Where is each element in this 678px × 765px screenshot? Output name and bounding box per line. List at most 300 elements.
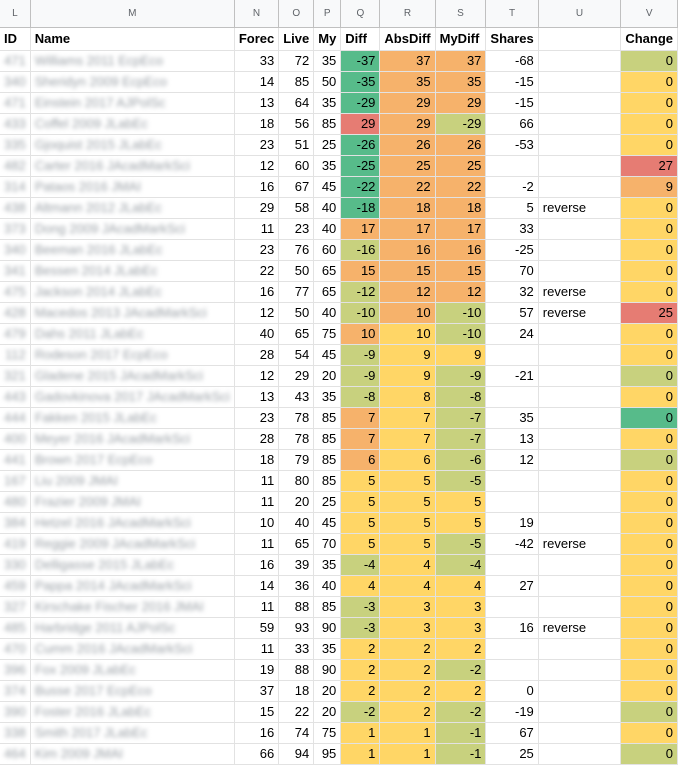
cell-forecast[interactable]: 12: [234, 156, 278, 177]
cell-note[interactable]: [538, 219, 621, 240]
cell-absdiff[interactable]: 5: [380, 534, 435, 555]
cell-live[interactable]: 65: [279, 534, 314, 555]
cell-change[interactable]: 0: [621, 471, 678, 492]
cell-mydiff[interactable]: 17: [435, 219, 486, 240]
cell-diff[interactable]: 17: [341, 219, 380, 240]
cell-absdiff[interactable]: 26: [380, 135, 435, 156]
cell-my[interactable]: 35: [314, 156, 341, 177]
cell-name[interactable]: Smith 2017 JLabEc: [30, 723, 234, 744]
cell-mydiff[interactable]: 2: [435, 681, 486, 702]
cell-note[interactable]: reverse: [538, 618, 621, 639]
cell-my[interactable]: 20: [314, 681, 341, 702]
cell-forecast[interactable]: 11: [234, 597, 278, 618]
cell-change[interactable]: 0: [621, 219, 678, 240]
cell-name[interactable]: Bessen 2014 JLabEc: [30, 261, 234, 282]
cell-mydiff[interactable]: 5: [435, 513, 486, 534]
cell-mydiff[interactable]: -9: [435, 366, 486, 387]
cell-shares[interactable]: -15: [486, 93, 538, 114]
header-diff[interactable]: Diff: [341, 28, 380, 51]
cell-forecast[interactable]: 19: [234, 660, 278, 681]
cell-name[interactable]: Pataos 2016 JMAI: [30, 177, 234, 198]
cell-absdiff[interactable]: 10: [380, 303, 435, 324]
cell-my[interactable]: 20: [314, 702, 341, 723]
cell-mydiff[interactable]: -2: [435, 660, 486, 681]
cell-forecast[interactable]: 23: [234, 135, 278, 156]
cell-name[interactable]: Macedos 2013 JAcadMarkSci: [30, 303, 234, 324]
cell-shares[interactable]: -15: [486, 72, 538, 93]
cell-forecast[interactable]: 14: [234, 576, 278, 597]
cell-note[interactable]: [538, 513, 621, 534]
cell-my[interactable]: 90: [314, 618, 341, 639]
cell-shares[interactable]: 70: [486, 261, 538, 282]
cell-forecast[interactable]: 22: [234, 261, 278, 282]
cell-live[interactable]: 33: [279, 639, 314, 660]
cell-change[interactable]: 0: [621, 324, 678, 345]
header-my[interactable]: My: [314, 28, 341, 51]
cell-absdiff[interactable]: 6: [380, 450, 435, 471]
cell-forecast[interactable]: 12: [234, 303, 278, 324]
cell-diff[interactable]: -22: [341, 177, 380, 198]
cell-mydiff[interactable]: 3: [435, 597, 486, 618]
cell-id[interactable]: 374: [0, 681, 30, 702]
cell-live[interactable]: 18: [279, 681, 314, 702]
cell-note[interactable]: [538, 135, 621, 156]
cell-live[interactable]: 29: [279, 366, 314, 387]
cell-forecast[interactable]: 11: [234, 471, 278, 492]
header-note[interactable]: [538, 28, 621, 51]
cell-shares[interactable]: 24: [486, 324, 538, 345]
cell-change[interactable]: 0: [621, 597, 678, 618]
cell-change[interactable]: 0: [621, 429, 678, 450]
cell-change[interactable]: 0: [621, 408, 678, 429]
cell-forecast[interactable]: 16: [234, 555, 278, 576]
cell-id[interactable]: 471: [0, 93, 30, 114]
cell-my[interactable]: 45: [314, 513, 341, 534]
cell-diff[interactable]: -35: [341, 72, 380, 93]
cell-absdiff[interactable]: 12: [380, 282, 435, 303]
cell-shares[interactable]: [486, 387, 538, 408]
cell-id[interactable]: 321: [0, 366, 30, 387]
cell-note[interactable]: [538, 639, 621, 660]
cell-shares[interactable]: 19: [486, 513, 538, 534]
column-header-q[interactable]: Q: [341, 0, 380, 28]
cell-mydiff[interactable]: -10: [435, 303, 486, 324]
cell-change[interactable]: 0: [621, 366, 678, 387]
cell-absdiff[interactable]: 1: [380, 744, 435, 765]
cell-id[interactable]: 314: [0, 177, 30, 198]
cell-absdiff[interactable]: 2: [380, 681, 435, 702]
cell-absdiff[interactable]: 5: [380, 471, 435, 492]
cell-live[interactable]: 93: [279, 618, 314, 639]
cell-name[interactable]: Foster 2016 JLabEc: [30, 702, 234, 723]
cell-mydiff[interactable]: 3: [435, 618, 486, 639]
cell-shares[interactable]: -21: [486, 366, 538, 387]
cell-mydiff[interactable]: 16: [435, 240, 486, 261]
cell-forecast[interactable]: 28: [234, 345, 278, 366]
cell-diff[interactable]: 5: [341, 534, 380, 555]
cell-shares[interactable]: [486, 597, 538, 618]
cell-live[interactable]: 78: [279, 408, 314, 429]
cell-id[interactable]: 428: [0, 303, 30, 324]
cell-name[interactable]: Gladene 2015 JAcadMarkSci: [30, 366, 234, 387]
cell-shares[interactable]: 16: [486, 618, 538, 639]
cell-diff[interactable]: -10: [341, 303, 380, 324]
cell-absdiff[interactable]: 16: [380, 240, 435, 261]
cell-id[interactable]: 471: [0, 51, 30, 72]
cell-live[interactable]: 94: [279, 744, 314, 765]
cell-diff[interactable]: 5: [341, 471, 380, 492]
header-absdiff[interactable]: AbsDiff: [380, 28, 435, 51]
cell-note[interactable]: [538, 429, 621, 450]
cell-absdiff[interactable]: 1: [380, 723, 435, 744]
cell-note[interactable]: [538, 72, 621, 93]
cell-forecast[interactable]: 37: [234, 681, 278, 702]
cell-diff[interactable]: -3: [341, 618, 380, 639]
cell-name[interactable]: Beeman 2016 JLabEc: [30, 240, 234, 261]
cell-live[interactable]: 51: [279, 135, 314, 156]
cell-absdiff[interactable]: 25: [380, 156, 435, 177]
cell-forecast[interactable]: 10: [234, 513, 278, 534]
cell-diff[interactable]: 15: [341, 261, 380, 282]
cell-name[interactable]: Carter 2016 JAcadMarkSci: [30, 156, 234, 177]
cell-id[interactable]: 373: [0, 219, 30, 240]
cell-note[interactable]: [538, 702, 621, 723]
cell-my[interactable]: 25: [314, 135, 341, 156]
cell-note[interactable]: [538, 345, 621, 366]
cell-absdiff[interactable]: 18: [380, 198, 435, 219]
cell-forecast[interactable]: 18: [234, 114, 278, 135]
cell-live[interactable]: 88: [279, 660, 314, 681]
cell-absdiff[interactable]: 2: [380, 660, 435, 681]
cell-diff[interactable]: 7: [341, 429, 380, 450]
cell-id[interactable]: 341: [0, 261, 30, 282]
cell-shares[interactable]: [486, 639, 538, 660]
cell-note[interactable]: [538, 660, 621, 681]
cell-my[interactable]: 35: [314, 51, 341, 72]
cell-live[interactable]: 50: [279, 261, 314, 282]
cell-mydiff[interactable]: -1: [435, 744, 486, 765]
cell-change[interactable]: 0: [621, 93, 678, 114]
cell-diff[interactable]: 7: [341, 408, 380, 429]
cell-forecast[interactable]: 11: [234, 492, 278, 513]
cell-absdiff[interactable]: 37: [380, 51, 435, 72]
cell-name[interactable]: Reggie 2009 JAcadMarkSci: [30, 534, 234, 555]
cell-absdiff[interactable]: 2: [380, 702, 435, 723]
cell-diff[interactable]: 4: [341, 576, 380, 597]
cell-diff[interactable]: -16: [341, 240, 380, 261]
column-header-m[interactable]: M: [30, 0, 234, 28]
cell-note[interactable]: [538, 744, 621, 765]
cell-diff[interactable]: 2: [341, 681, 380, 702]
cell-name[interactable]: Coffel 2009 JLabEc: [30, 114, 234, 135]
cell-shares[interactable]: -25: [486, 240, 538, 261]
cell-id[interactable]: 464: [0, 744, 30, 765]
cell-shares[interactable]: [486, 555, 538, 576]
cell-my[interactable]: 60: [314, 240, 341, 261]
cell-diff[interactable]: 5: [341, 513, 380, 534]
cell-live[interactable]: 76: [279, 240, 314, 261]
cell-forecast[interactable]: 15: [234, 702, 278, 723]
cell-absdiff[interactable]: 3: [380, 597, 435, 618]
cell-diff[interactable]: -37: [341, 51, 380, 72]
cell-diff[interactable]: -12: [341, 282, 380, 303]
cell-absdiff[interactable]: 3: [380, 618, 435, 639]
cell-note[interactable]: [538, 324, 621, 345]
cell-change[interactable]: 0: [621, 345, 678, 366]
cell-name[interactable]: Sheridyn 2009 EcpEco: [30, 72, 234, 93]
column-header-l[interactable]: L: [0, 0, 30, 28]
cell-mydiff[interactable]: 25: [435, 156, 486, 177]
cell-forecast[interactable]: 16: [234, 177, 278, 198]
cell-my[interactable]: 40: [314, 198, 341, 219]
cell-shares[interactable]: 32: [486, 282, 538, 303]
cell-my[interactable]: 50: [314, 72, 341, 93]
cell-name[interactable]: Delligasse 2015 JLabEc: [30, 555, 234, 576]
cell-id[interactable]: 396: [0, 660, 30, 681]
cell-forecast[interactable]: 12: [234, 366, 278, 387]
cell-absdiff[interactable]: 7: [380, 429, 435, 450]
cell-absdiff[interactable]: 5: [380, 492, 435, 513]
cell-my[interactable]: 75: [314, 324, 341, 345]
cell-absdiff[interactable]: 7: [380, 408, 435, 429]
cell-diff[interactable]: -26: [341, 135, 380, 156]
cell-id[interactable]: 400: [0, 429, 30, 450]
cell-shares[interactable]: [486, 660, 538, 681]
cell-live[interactable]: 20: [279, 492, 314, 513]
cell-shares[interactable]: 66: [486, 114, 538, 135]
cell-id[interactable]: 443: [0, 387, 30, 408]
cell-forecast[interactable]: 16: [234, 282, 278, 303]
cell-change[interactable]: 0: [621, 513, 678, 534]
cell-change[interactable]: 0: [621, 198, 678, 219]
cell-live[interactable]: 60: [279, 156, 314, 177]
cell-shares[interactable]: 57: [486, 303, 538, 324]
cell-shares[interactable]: -19: [486, 702, 538, 723]
cell-id[interactable]: 444: [0, 408, 30, 429]
column-header-p[interactable]: P: [314, 0, 341, 28]
header-change[interactable]: Change: [621, 28, 678, 51]
cell-forecast[interactable]: 33: [234, 51, 278, 72]
cell-name[interactable]: Meyer 2016 JAcadMarkSci: [30, 429, 234, 450]
cell-id[interactable]: 482: [0, 156, 30, 177]
cell-live[interactable]: 79: [279, 450, 314, 471]
header-shares[interactable]: Shares: [486, 28, 538, 51]
cell-live[interactable]: 77: [279, 282, 314, 303]
cell-note[interactable]: [538, 156, 621, 177]
cell-my[interactable]: 85: [314, 597, 341, 618]
cell-change[interactable]: 0: [621, 282, 678, 303]
cell-id[interactable]: 335: [0, 135, 30, 156]
cell-my[interactable]: 40: [314, 576, 341, 597]
cell-live[interactable]: 56: [279, 114, 314, 135]
cell-forecast[interactable]: 11: [234, 534, 278, 555]
cell-change[interactable]: 0: [621, 387, 678, 408]
cell-name[interactable]: Hetzel 2016 JAcadMarkSci: [30, 513, 234, 534]
cell-name[interactable]: Einstein 2017 AJPolSc: [30, 93, 234, 114]
cell-shares[interactable]: 5: [486, 198, 538, 219]
cell-my[interactable]: 35: [314, 93, 341, 114]
cell-mydiff[interactable]: -8: [435, 387, 486, 408]
cell-my[interactable]: 85: [314, 114, 341, 135]
cell-forecast[interactable]: 28: [234, 429, 278, 450]
cell-forecast[interactable]: 13: [234, 93, 278, 114]
cell-note[interactable]: [538, 177, 621, 198]
cell-note[interactable]: [538, 114, 621, 135]
cell-id[interactable]: 330: [0, 555, 30, 576]
cell-absdiff[interactable]: 22: [380, 177, 435, 198]
cell-name[interactable]: Kim 2009 JMAI: [30, 744, 234, 765]
cell-change[interactable]: 0: [621, 744, 678, 765]
cell-note[interactable]: [538, 681, 621, 702]
cell-my[interactable]: 85: [314, 429, 341, 450]
cell-absdiff[interactable]: 29: [380, 114, 435, 135]
cell-name[interactable]: Rodeson 2017 EcpEco: [30, 345, 234, 366]
cell-name[interactable]: Williams 2011 EcpEco: [30, 51, 234, 72]
cell-diff[interactable]: 10: [341, 324, 380, 345]
cell-change[interactable]: 0: [621, 261, 678, 282]
cell-note[interactable]: [538, 492, 621, 513]
cell-live[interactable]: 65: [279, 324, 314, 345]
cell-mydiff[interactable]: -5: [435, 534, 486, 555]
cell-name[interactable]: Dahs 2011 JLabEc: [30, 324, 234, 345]
header-forecast[interactable]: Forec: [234, 28, 278, 51]
cell-name[interactable]: Dong 2009 JAcadMarkSci: [30, 219, 234, 240]
cell-my[interactable]: 85: [314, 450, 341, 471]
cell-note[interactable]: reverse: [538, 198, 621, 219]
cell-live[interactable]: 74: [279, 723, 314, 744]
cell-mydiff[interactable]: 15: [435, 261, 486, 282]
cell-change[interactable]: 0: [621, 618, 678, 639]
cell-forecast[interactable]: 40: [234, 324, 278, 345]
cell-my[interactable]: 95: [314, 744, 341, 765]
cell-note[interactable]: reverse: [538, 303, 621, 324]
cell-mydiff[interactable]: 29: [435, 93, 486, 114]
cell-my[interactable]: 85: [314, 471, 341, 492]
cell-live[interactable]: 36: [279, 576, 314, 597]
cell-live[interactable]: 22: [279, 702, 314, 723]
cell-id[interactable]: 340: [0, 240, 30, 261]
cell-change[interactable]: 27: [621, 156, 678, 177]
cell-diff[interactable]: -9: [341, 345, 380, 366]
cell-mydiff[interactable]: -7: [435, 408, 486, 429]
cell-shares[interactable]: 27: [486, 576, 538, 597]
cell-name[interactable]: Gjoquist 2015 JLabEc: [30, 135, 234, 156]
cell-forecast[interactable]: 66: [234, 744, 278, 765]
cell-name[interactable]: Kirschake Fischer 2016 JMAI: [30, 597, 234, 618]
cell-id[interactable]: 433: [0, 114, 30, 135]
cell-id[interactable]: 485: [0, 618, 30, 639]
cell-id[interactable]: 480: [0, 492, 30, 513]
cell-forecast[interactable]: 23: [234, 240, 278, 261]
cell-absdiff[interactable]: 10: [380, 324, 435, 345]
cell-absdiff[interactable]: 4: [380, 555, 435, 576]
cell-diff[interactable]: 2: [341, 660, 380, 681]
cell-mydiff[interactable]: 2: [435, 639, 486, 660]
cell-change[interactable]: 0: [621, 51, 678, 72]
cell-name[interactable]: Cumm 2016 JAcadMarkSci: [30, 639, 234, 660]
cell-mydiff[interactable]: 5: [435, 492, 486, 513]
cell-id[interactable]: 167: [0, 471, 30, 492]
cell-absdiff[interactable]: 2: [380, 639, 435, 660]
cell-forecast[interactable]: 29: [234, 198, 278, 219]
cell-absdiff[interactable]: 8: [380, 387, 435, 408]
cell-id[interactable]: 438: [0, 198, 30, 219]
cell-diff[interactable]: -25: [341, 156, 380, 177]
cell-diff[interactable]: -9: [341, 366, 380, 387]
cell-change[interactable]: 0: [621, 534, 678, 555]
cell-change[interactable]: 0: [621, 576, 678, 597]
cell-change[interactable]: 9: [621, 177, 678, 198]
cell-shares[interactable]: [486, 156, 538, 177]
cell-shares[interactable]: 35: [486, 408, 538, 429]
cell-id[interactable]: 441: [0, 450, 30, 471]
cell-note[interactable]: [538, 366, 621, 387]
cell-shares[interactable]: 12: [486, 450, 538, 471]
cell-name[interactable]: Busse 2017 EcpEco: [30, 681, 234, 702]
cell-shares[interactable]: 25: [486, 744, 538, 765]
cell-mydiff[interactable]: 18: [435, 198, 486, 219]
cell-my[interactable]: 45: [314, 177, 341, 198]
cell-live[interactable]: 43: [279, 387, 314, 408]
cell-id[interactable]: 327: [0, 597, 30, 618]
cell-diff[interactable]: 1: [341, 723, 380, 744]
cell-note[interactable]: [538, 240, 621, 261]
cell-diff[interactable]: -18: [341, 198, 380, 219]
cell-shares[interactable]: -53: [486, 135, 538, 156]
cell-mydiff[interactable]: 37: [435, 51, 486, 72]
cell-id[interactable]: 475: [0, 282, 30, 303]
cell-shares[interactable]: [486, 345, 538, 366]
cell-live[interactable]: 85: [279, 72, 314, 93]
cell-shares[interactable]: 13: [486, 429, 538, 450]
cell-diff[interactable]: 6: [341, 450, 380, 471]
cell-absdiff[interactable]: 17: [380, 219, 435, 240]
cell-change[interactable]: 0: [621, 723, 678, 744]
cell-live[interactable]: 54: [279, 345, 314, 366]
cell-my[interactable]: 85: [314, 408, 341, 429]
cell-absdiff[interactable]: 29: [380, 93, 435, 114]
column-header-s[interactable]: S: [435, 0, 486, 28]
cell-name[interactable]: Pappa 2014 JAcadMarkSci: [30, 576, 234, 597]
cell-diff[interactable]: 29: [341, 114, 380, 135]
cell-forecast[interactable]: 18: [234, 450, 278, 471]
cell-note[interactable]: [538, 597, 621, 618]
cell-shares[interactable]: 33: [486, 219, 538, 240]
cell-forecast[interactable]: 16: [234, 723, 278, 744]
cell-id[interactable]: 384: [0, 513, 30, 534]
cell-diff[interactable]: 5: [341, 492, 380, 513]
cell-note[interactable]: reverse: [538, 534, 621, 555]
cell-name[interactable]: Altmann 2012 JLabEc: [30, 198, 234, 219]
cell-name[interactable]: Liu 2009 JMAI: [30, 471, 234, 492]
cell-diff[interactable]: -4: [341, 555, 380, 576]
cell-my[interactable]: 75: [314, 723, 341, 744]
cell-forecast[interactable]: 11: [234, 639, 278, 660]
cell-change[interactable]: 0: [621, 450, 678, 471]
cell-id[interactable]: 338: [0, 723, 30, 744]
column-header-n[interactable]: N: [234, 0, 278, 28]
cell-note[interactable]: [538, 450, 621, 471]
cell-my[interactable]: 65: [314, 282, 341, 303]
cell-mydiff[interactable]: -5: [435, 471, 486, 492]
cell-my[interactable]: 35: [314, 387, 341, 408]
header-name[interactable]: Name: [30, 28, 234, 51]
cell-forecast[interactable]: 23: [234, 408, 278, 429]
cell-id[interactable]: 340: [0, 72, 30, 93]
cell-live[interactable]: 50: [279, 303, 314, 324]
cell-shares[interactable]: -42: [486, 534, 538, 555]
cell-shares[interactable]: [486, 492, 538, 513]
